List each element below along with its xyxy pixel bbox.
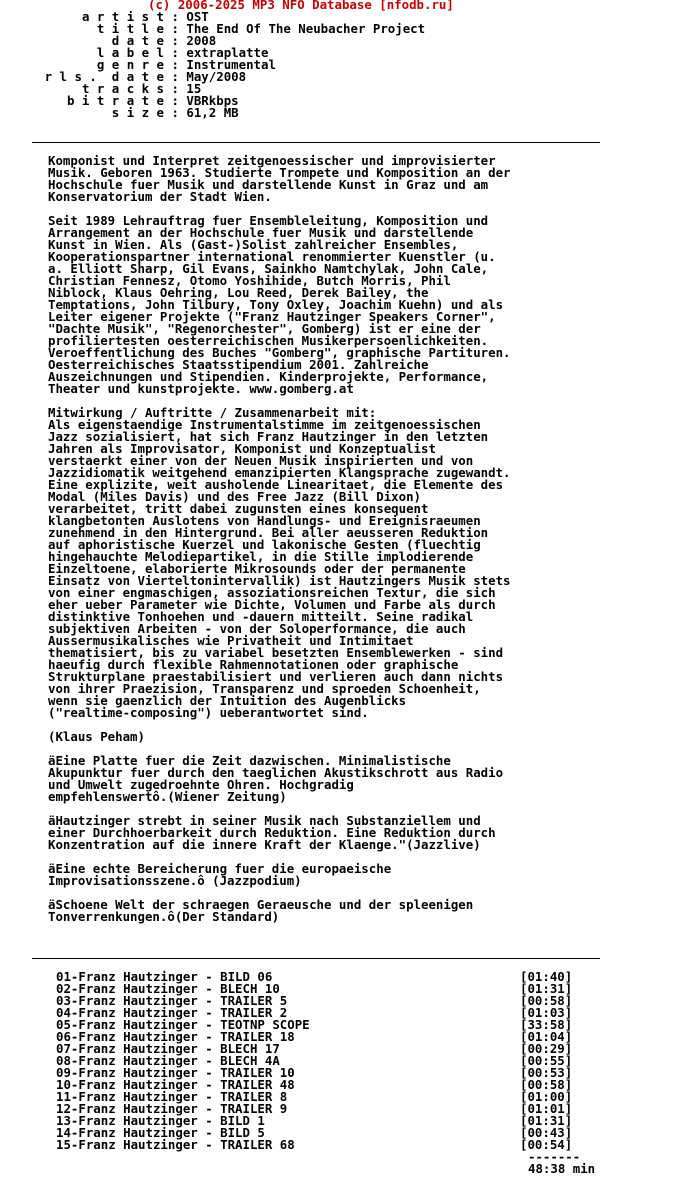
- text-line: Theater und kunstprojekte. www.gomberg.at: [48, 381, 354, 396]
- meta-key: t i t l e: [96, 21, 164, 36]
- text-line: Oesterreichisches Staatsstipendium 2001. Zahlreiche: [48, 357, 429, 372]
- divider-bottom: [32, 958, 600, 959]
- meta-key: a r t i s t: [81, 9, 164, 24]
- text-line: von ihrer Praezision, Transparenz und sproeden Schoenheit,: [48, 681, 481, 696]
- text-line: auf aphoristische Kuerzel und lakonische Gesten (fluechtig: [48, 537, 481, 552]
- track-duration: [01:04]: [520, 1029, 573, 1044]
- text-line: Jahren als Improvisator, Komponist und Konzeptualist: [48, 441, 436, 456]
- meta-row-bitrate: b i t r a t e : VBRkbps: [0, 95, 425, 107]
- meta-key: b i t r a t e: [67, 93, 164, 108]
- text-line: Hochschule fuer Musik und darstellende Kunst in Graz und am: [48, 177, 489, 192]
- track-title: 12-Franz Hautzinger - TRAILER 9: [56, 1101, 288, 1116]
- track-duration: [01:00]: [520, 1089, 573, 1104]
- text-line: zunehmend in den Hintergrund. Bei aller aeusseren Reduktion: [48, 525, 489, 540]
- site-credit: (c) 2006-2025 MP3 NFO Database [nfodb.ru]: [148, 0, 454, 12]
- text-line: wenn sie gaenzlich der Intuition des Augenblicks: [48, 693, 407, 708]
- text-line: eher ueber Parameter wie Dichte, Volumen und Farbe als durch: [48, 597, 496, 612]
- meta-row-title: t i t l e : The End Of The Neubacher Project: [0, 23, 425, 35]
- text-line: haeufig durch flexible Rahmennotationen oder graphische: [48, 657, 459, 672]
- text-line: Konzentration auf die innere Kraft der Klaenge."(Jazzlive): [48, 837, 481, 852]
- meta-row-date: d a t e : 2008: [0, 35, 425, 47]
- text-line: "Dachte Musik", "Regenorchester", Gomberg) ist er eine der: [48, 321, 481, 336]
- meta-row-rls-date: r l s . d a t e : May/2008: [0, 71, 425, 83]
- track-title: 04-Franz Hautzinger - TRAILER 2: [56, 1005, 288, 1020]
- meta-value: 2008: [186, 33, 217, 48]
- text-line: distinktive Tonhoehen und -dauern mitteilt. Seine radikal: [48, 609, 474, 624]
- track-title: 06-Franz Hautzinger - TRAILER 18: [56, 1029, 295, 1044]
- meta-value: VBRkbps: [186, 93, 239, 108]
- text-line: Komponist und Interpret zeitgenoessischer und improvisierter: [48, 153, 496, 168]
- track-duration: [33:58]: [520, 1017, 573, 1032]
- track-duration: [01:31]: [520, 1113, 573, 1128]
- text-line: Temptations, John Tilbury, Tony Oxley, Joachim Kuehn) und als: [48, 297, 504, 312]
- track-title: 10-Franz Hautzinger - TRAILER 48: [56, 1077, 295, 1092]
- text-line: Akupunktur fuer durch den taeglichen Akustikschrott aus Radio: [48, 765, 504, 780]
- meta-key: g e n r e: [96, 57, 164, 72]
- text-line: Modal (Miles Davis) und des Free Jazz (Bill Dixon): [48, 489, 421, 504]
- track-title: 03-Franz Hautzinger - TRAILER 5: [56, 993, 288, 1008]
- meta-key: t r a c k s: [81, 81, 164, 96]
- meta-row-tracks: t r a c k s : 15: [0, 83, 425, 95]
- track-duration: [01:40]: [520, 969, 573, 984]
- text-line: verstaerkt einer von der Neuen Musik inspirierten und von: [48, 453, 474, 468]
- text-line: Eine explizite, weit ausholende Linearitaet, die Elemente des: [48, 477, 504, 492]
- track-title: 07-Franz Hautzinger - BLECH 17: [56, 1041, 280, 1056]
- text-line: Aussermusikalisches wie Privatheit und Intimitaet: [48, 633, 414, 648]
- meta-row-artist: a r t i s t : OST: [0, 11, 425, 23]
- meta-value: May/2008: [186, 69, 247, 84]
- track-duration: [00:55]: [520, 1053, 573, 1068]
- track-duration: [00:43]: [520, 1125, 573, 1140]
- text-line: subjektiven Arbeiten - von der Soloperformance, die auch: [48, 621, 466, 636]
- divider-top: [32, 142, 600, 143]
- text-line: Improvisationsszene.ô (Jazzpodium): [48, 873, 302, 888]
- track-title: 11-Franz Hautzinger - TRAILER 8: [56, 1089, 288, 1104]
- meta-value: 61,2 MB: [186, 105, 239, 120]
- release-info: [0, 11, 425, 119]
- text-line: Seit 1989 Lehrauftrag fuer Ensembleleitung, Komposition und: [48, 213, 489, 228]
- text-line: Tonverrenkungen.ô(Der Standard): [48, 909, 280, 924]
- meta-row-size: s i z e : 61,2 MB: [0, 107, 425, 119]
- text-line: und Umwelt zugedroehnte Ohren. Hochgradig: [48, 777, 354, 792]
- text-line: thematisiert, bis zu variabel besetzten Ensemblewerken - sind: [48, 645, 504, 660]
- text-line: Mitwirkung / Auftritte / Zusammenarbeit mit:: [48, 405, 377, 420]
- track-duration: [00:58]: [520, 993, 573, 1008]
- text-line: Jazz sozialisiert, hat sich Franz Hautzinger in den letzten: [48, 429, 489, 444]
- text-line: Konservatorium der Stadt Wien.: [48, 189, 272, 204]
- track-title: 13-Franz Hautzinger - BILD 1: [56, 1113, 265, 1128]
- meta-value: extraplatte: [186, 45, 269, 60]
- text-line: Leiter eigener Projekte ("Franz Hautzinger Speakers Corner",: [48, 309, 496, 324]
- text-line: Einsatz von Vierteltonintervallik) ist Hautzingers Musik stets: [48, 573, 511, 588]
- tracklist: [56, 971, 616, 1151]
- meta-row-label: l a b e l : extraplatte: [0, 47, 425, 59]
- track-duration: [01:03]: [520, 1005, 573, 1020]
- track-title: 01-Franz Hautzinger - BILD 06: [56, 969, 273, 984]
- total-duration: 48:38 min: [528, 1161, 596, 1176]
- text-line: Auszeichnungen und Stipendien. Kinderprojekte, Performance,: [48, 369, 489, 384]
- text-line: Jazzidiomatik weitgehend emanzipierten Klangsprache zugewandt.: [48, 465, 511, 480]
- text-line: verarbeitet, tritt dabei zugunsten eines konsequent: [48, 501, 429, 516]
- meta-key: s i z e: [111, 105, 164, 120]
- text-line: einer Durchhoerbarkeit durch Reduktion. Eine Reduktion durch: [48, 825, 496, 840]
- meta-key: r l s . d a t e: [44, 69, 164, 84]
- track-title: 14-Franz Hautzinger - BILD 5: [56, 1125, 265, 1140]
- track-duration: [01:01]: [520, 1101, 573, 1116]
- text-line: äHautzinger strebt in seiner Musik nach Substanziellem und: [48, 813, 481, 828]
- track-duration: [00:53]: [520, 1065, 573, 1080]
- text-line: profiliertesten oesterreichischen Musikerpersoenlichkeiten.: [48, 333, 489, 348]
- text-line: ("realtime-composing") ueberantwortet sind.: [48, 705, 369, 720]
- track-title: 08-Franz Hautzinger - BLECH 4A: [56, 1053, 280, 1068]
- text-line: von einer engmaschigen, assoziationsreichen Textur, die sich: [48, 585, 496, 600]
- text-line: Arrangement an der Hochschule fuer Musik und darstellende: [48, 225, 474, 240]
- text-line: Einzeltoene, elaborierte Mikrosounds oder der permanente: [48, 561, 466, 576]
- track-title: 09-Franz Hautzinger - TRAILER 10: [56, 1065, 295, 1080]
- text-line: (Klaus Peham): [48, 729, 145, 744]
- track-duration: [00:29]: [520, 1041, 573, 1056]
- text-line: äSchoene Welt der schraegen Geraeusche und der spleenigen: [48, 897, 474, 912]
- text-line: hingehauchte Melodiepartikel, in die Stille implodierende: [48, 549, 474, 564]
- text-line: Musik. Geboren 1963. Studierte Trompete und Komposition an der: [48, 165, 511, 180]
- text-line: äEine Platte fuer die Zeit dazwischen. Minimalistische: [48, 753, 451, 768]
- track-title: 02-Franz Hautzinger - BLECH 10: [56, 981, 280, 996]
- meta-value: 15: [186, 81, 202, 96]
- text-line: Veroeffentlichung des Buches "Gomberg", graphische Partituren.: [48, 345, 511, 360]
- text-line: Kunst in Wien. Als (Gast-)Solist zahlreicher Ensembles,: [48, 237, 459, 252]
- text-line: Kooperationspartner international renommierter Kuenstler (u.: [48, 249, 496, 264]
- text-line: Strukturplane praestabilisiert und verlieren auch dann nichts: [48, 669, 504, 684]
- track-duration: [00:58]: [520, 1077, 573, 1092]
- text-line: empfehlenswertô.(Wiener Zeitung): [48, 789, 287, 804]
- description-text: [48, 155, 608, 923]
- text-line: Niblock, Klaus Oehring, Lou Reed, Derek Bailey, the: [48, 285, 429, 300]
- meta-key: l a b e l: [96, 45, 164, 60]
- track-duration: [00:54]: [520, 1137, 573, 1152]
- total-separator: -------: [528, 1149, 581, 1164]
- meta-value: Instrumental: [186, 57, 276, 72]
- meta-row-genre: g e n r e : Instrumental: [0, 59, 425, 71]
- track-title: 05-Franz Hautzinger - TEOTNP SCOPE: [56, 1017, 310, 1032]
- meta-value: OST: [186, 9, 209, 24]
- track-duration: [01:31]: [520, 981, 573, 996]
- track-title: 15-Franz Hautzinger - TRAILER 68: [56, 1137, 295, 1152]
- text-line: Als eigenstaendige Instrumentalstimme im zeitgenoessischen: [48, 417, 481, 432]
- text-line: klangbetonten Auslotens von Handlungs- und Ereignisraeumen: [48, 513, 481, 528]
- meta-value: The End Of The Neubacher Project: [186, 21, 426, 36]
- text-line: Christian Fennesz, Otomo Yoshihide, Butch Morris, Phil: [48, 273, 451, 288]
- text-line: äEine echte Bereicherung fuer die europaeische: [48, 861, 392, 876]
- text-line: a. Elliott Sharp, Gil Evans, Sainkho Namtchylak, John Cale,: [48, 261, 489, 276]
- meta-key: d a t e: [111, 33, 164, 48]
